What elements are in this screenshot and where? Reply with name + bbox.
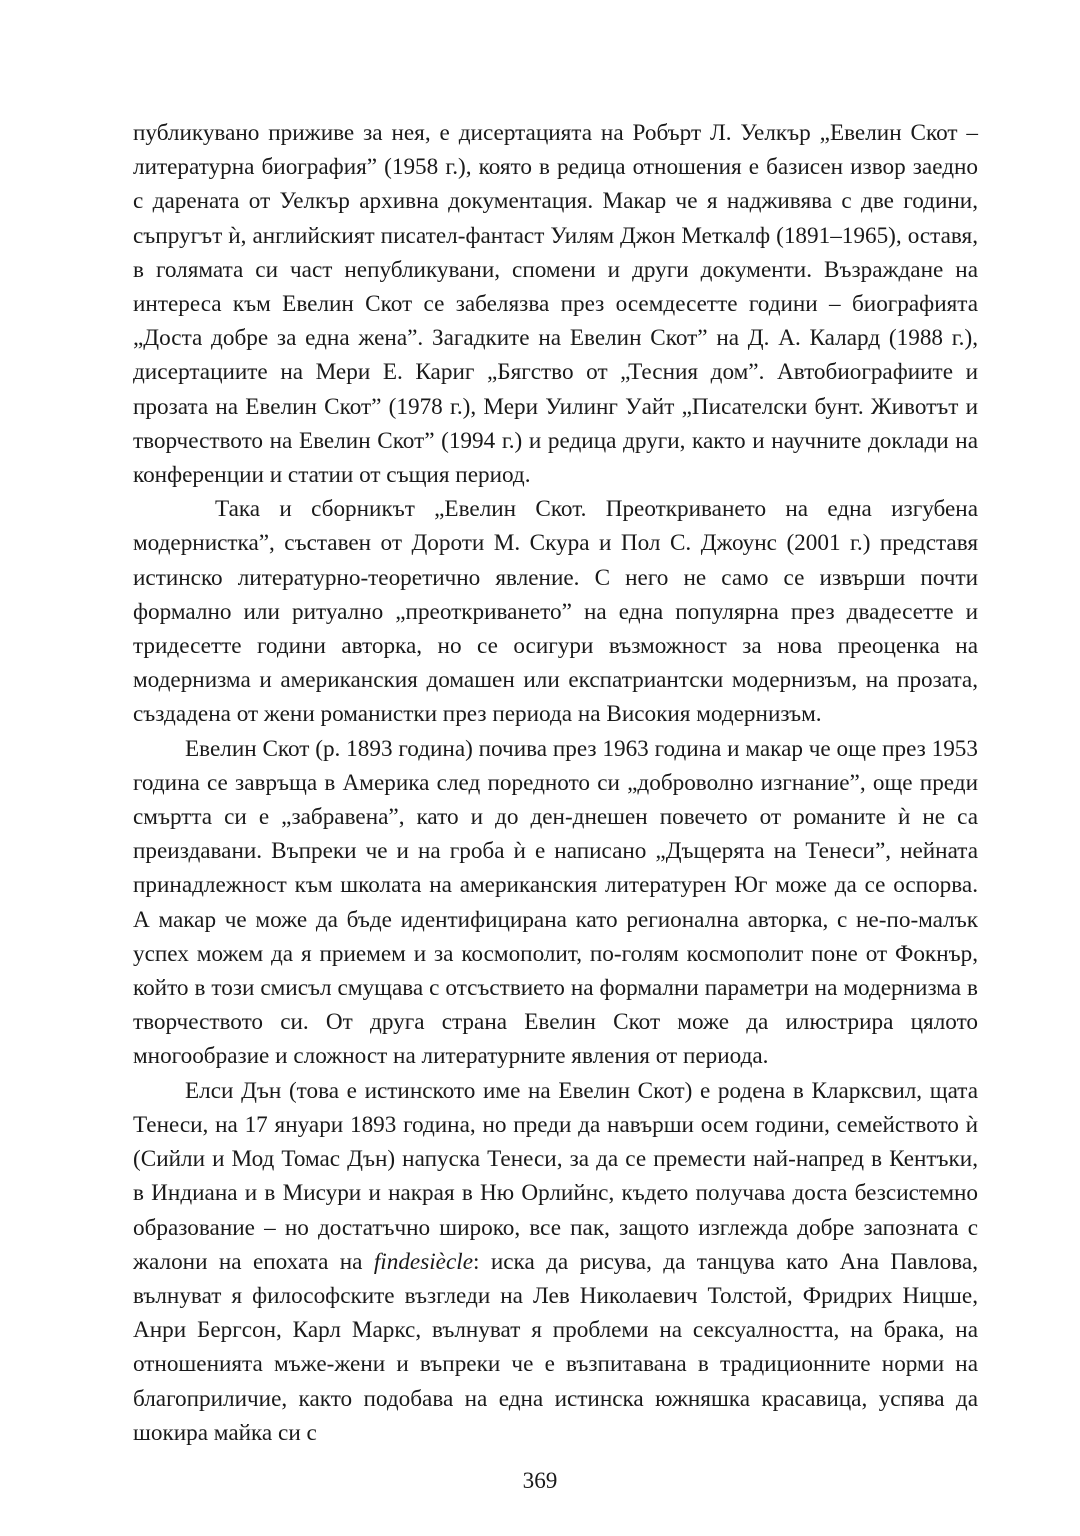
paragraph-4-text-before: Елси Дън (това е истинското име на Евелин Скот) е родена в Кларксвил, щата Тенеси, на 17 януари 1893 година, но преди да навърши осем години, семейството ѝ (Сийли и Мод Томас Дън) напуска Тенеси, за да се премести най-напред в Кентъки, в Индиана и в Мисури и накрая в Ню Орлийнс, където получава доста безсистемно образование – но достатъчно широко, все пак, защото изглежда добре запозната с жалони на епохата на: [133, 1077, 978, 1275]
paragraph-4: [133, 1074, 978, 1450]
paragraph-4-emphasis: findesiècle: [373, 1248, 473, 1275]
paragraph-3: Евелин Скот (р. 1893 година) почива през 1963 година и макар че още през 1953 година се завръща в Америка след поредното си „доброволно изгнание”, още преди смъртта си е „забравена”, като и до ден-днешен повечето от романите ѝ не са преиздавани. Въпреки че и на гроба ѝ е написано „Дъщерята на Тенеси”, нейната принадлежност към школата на американския литературен Юг може да се оспорва. А макар че може да бъде идентифицирана като регионална авторка, с не-по-малък успех можем да я приемем и за космополит, по-голям космополит поне от Фокнър, който в този смисъл смущава с отсъствието на формални параметри на модернизма в творчеството си. От друга страна Евелин Скот може да илюстрира цялото многообразие и сложност на литературните явления от периода.: [133, 735, 978, 1070]
body-text: [133, 116, 978, 1450]
paragraph-1: публикувано приживе за нея, е дисертацията на Робърт Л. Уелкър „Евелин Скот – литературна биография” (1958 г.), която в редица отношения е базисен извор заедно с дарената от Уелкър архивна документация. Макар че я надживява с две години, съпругът ѝ, английският писател-фантаст Уилям Джон Меткалф (1891–1965), оставя, в голямата си част непубликувани, спомени и други документи. Възраждане на интереса към Евелин Скот се забелязва през осемдесетте години – биографията „Доста добре за една жена”. Загадките на Евелин Скот” на Д. А. Калард (1988 г.), дисертациите на Мери Е. Кариг „Бягство от „Тесния дом”. Автобиографиите и прозата на Евелин Скот” (1978 г.), Мери Уилинг Уайт „Писателски бунт. Животът и творчеството на Евелин Скот” (1994 г.) и редица други, както и научните доклади на конференции и статии от същия период.: [133, 120, 978, 489]
paragraph-4-text-after: : иска да рисува, да танцува като Ана Павлова, вълнуват я философските възгледи на Лев Николаевич Толстой, Фридрих Ницше, Анри Бергсон, Карл Маркс, вълнуват я проблеми на сексуалността, на брака, на отношенията мъже-жени и въпреки че е възпитавана в традиционните норми на благоприличие, както подобава на една истинска южняшка красавица, успява да шокира майка си с: [133, 1248, 978, 1446]
page-number: 369: [522, 1468, 558, 1494]
paragraph-2: Така и сборникът „Евелин Скот. Преоткриването на една изгубена модернистка”, съставен от Дороти М. Скура и Пол С. Джоунс (2001 г.) представя истинско литературно-теоретично явление. С него не само се извърши почти формално или ритуално „преоткриването” на една популярна през двадесетте и тридесетте години авторка, но се осигури възможност за нова преоценка на модернизма и американския домашен или експатриантски модернизъм, на прозата, създадена от жени романистки през периода на Високия модернизъм.: [133, 496, 978, 728]
